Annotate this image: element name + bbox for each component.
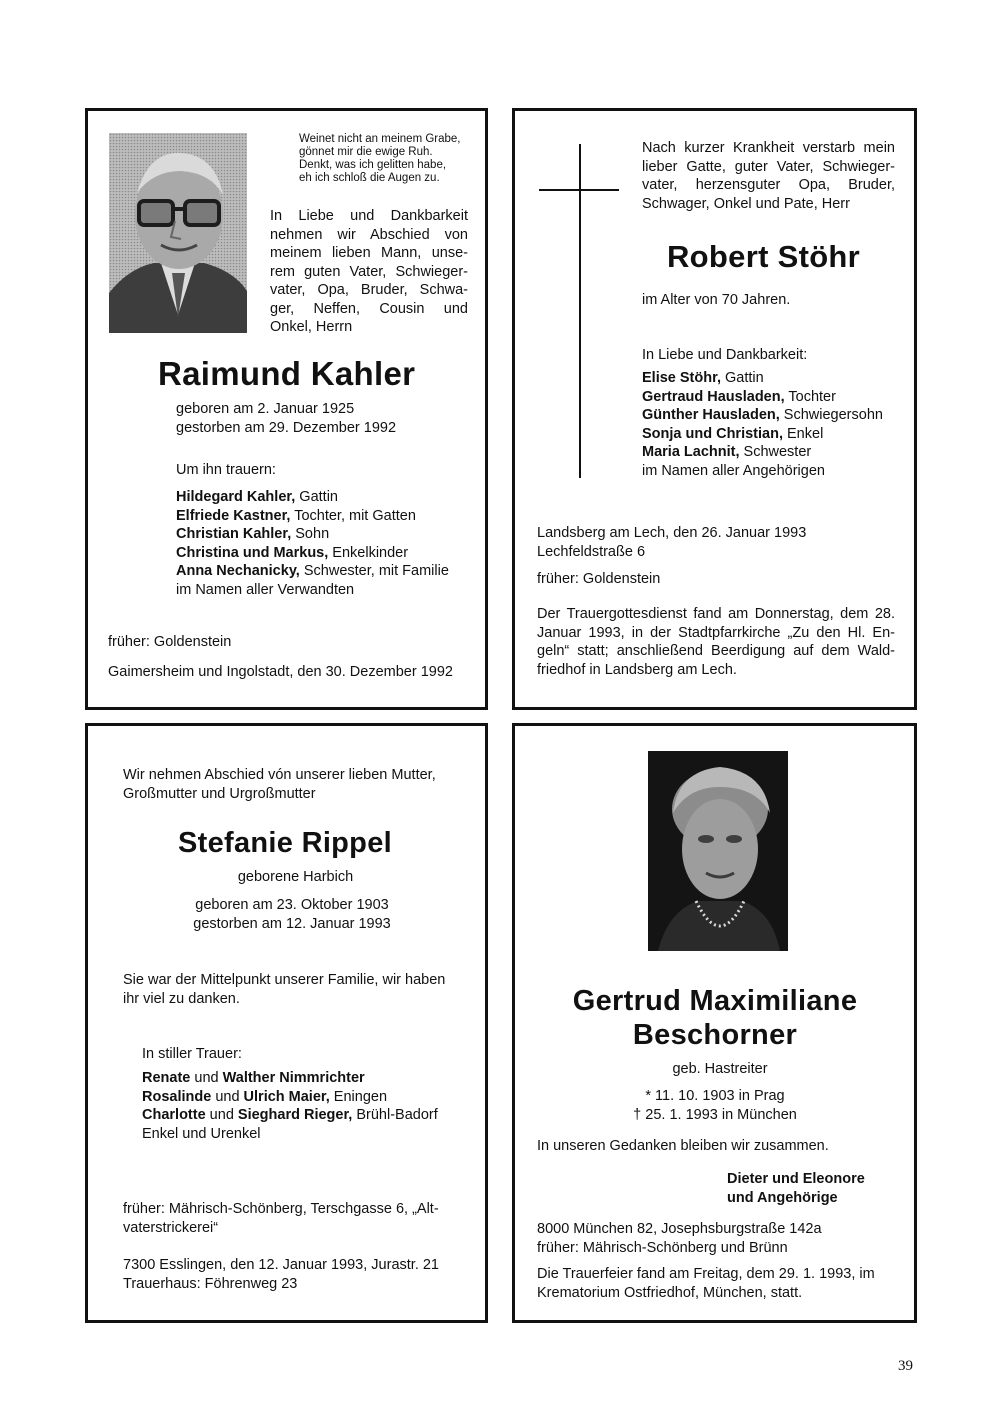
former-residence bbox=[123, 1200, 439, 1237]
birth-date: geboren am 2. Januar 1925 bbox=[176, 401, 355, 417]
tribute-text bbox=[123, 971, 445, 1008]
deceased-name: Stefanie Rippel bbox=[178, 827, 392, 859]
address-line: 7300 Esslingen, den 12. Januar 1993, Jurastr. 21 bbox=[123, 1257, 439, 1273]
intro-text bbox=[642, 139, 895, 213]
name-line-first: Gertrud Maximiliane bbox=[572, 985, 858, 1017]
portrait-photo-raimund-kahler bbox=[109, 133, 247, 333]
family-line: Dieter und Eleonore bbox=[727, 1171, 865, 1187]
deceased-name: Raimund Kahler bbox=[158, 355, 416, 392]
mourners-all: im Namen aller Verwandten bbox=[176, 581, 355, 598]
street-address: Lechfeldstraße 6 bbox=[537, 543, 646, 560]
mourners-all: im Namen aller Angehörigen bbox=[642, 462, 825, 479]
intro-line: meinem lieben Mann, unse- bbox=[270, 245, 468, 261]
former-residence: früher: Goldenstein bbox=[108, 634, 232, 650]
obituary-raimund-kahler bbox=[85, 108, 488, 710]
mourner-entry: Maria Lachnit, Schwester bbox=[642, 444, 812, 460]
address-line: früher: Mährisch-Schönberg und Brünn bbox=[537, 1239, 788, 1256]
service-info bbox=[537, 605, 895, 679]
intro-line: rem guten Vater, Schwieger- bbox=[270, 263, 468, 280]
deceased-name: Robert Stöhr bbox=[667, 239, 861, 274]
cross-symbol bbox=[579, 144, 581, 478]
grandchildren: Enkel und Urenkel bbox=[142, 1125, 261, 1142]
service-line: Die Trauerfeier fand am Freitag, dem 29. 1. 1993, im bbox=[537, 1266, 875, 1282]
mourners-list bbox=[176, 488, 449, 599]
maiden-name: geb. Hastreiter bbox=[672, 1061, 768, 1077]
mourners-label: In stiller Trauer: bbox=[142, 1046, 242, 1062]
mourner-entry: Charlotte und Sieghard Rieger, Brühl-Badorf bbox=[142, 1107, 438, 1123]
mourner-entry: Elise Stöhr, Gattin bbox=[642, 370, 764, 386]
life-dates bbox=[176, 400, 396, 437]
life-dates bbox=[605, 1087, 825, 1124]
mourner-entry: Christian Kahler, Sohn bbox=[176, 526, 330, 542]
place-date-line: Landsberg am Lech, den 26. Januar 1993 bbox=[537, 525, 807, 541]
intro-line: Nach kurzer Krankheit verstarb mein bbox=[642, 140, 895, 156]
intro-line: In Liebe und Dankbarkeit bbox=[270, 208, 468, 224]
service-line: friedhof in Landsberg am Lech. bbox=[537, 661, 737, 678]
intro-line: Großmutter und Urgroßmutter bbox=[123, 785, 316, 802]
cross-symbol-bar bbox=[539, 189, 619, 191]
mourner-entry: Gertraud Hausladen, Tochter bbox=[642, 388, 836, 405]
obituary-robert-stoehr bbox=[512, 108, 917, 710]
birth-date: * 11. 10. 1903 in Prag bbox=[645, 1088, 785, 1104]
former-line: früher: Mährisch-Schönberg, Terschgasse 6, „Alt- bbox=[123, 1201, 439, 1217]
motto-verse bbox=[299, 133, 461, 185]
mourners-label: Um ihn trauern: bbox=[176, 462, 276, 478]
service-info bbox=[537, 1265, 875, 1302]
intro-text bbox=[123, 766, 436, 803]
mourner-entry: Elfriede Kastner, Tochter, mit Gatten bbox=[176, 507, 416, 524]
place-date bbox=[537, 524, 806, 561]
name-line-last: Beschorner bbox=[632, 1019, 798, 1051]
family-signature bbox=[727, 1170, 865, 1207]
service-line: Der Trauergottesdienst fand am Donnerstag, dem 28. bbox=[537, 606, 895, 622]
service-line: Krematorium Ostfriedhof, München, statt. bbox=[537, 1284, 803, 1301]
mourners-list bbox=[642, 369, 883, 480]
intro-line: vater, Opa, Bruder, Schwa- bbox=[270, 282, 468, 298]
mourner-entry: Christina und Markus, Enkelkinder bbox=[176, 544, 409, 561]
obituary-stefanie-rippel bbox=[85, 723, 488, 1323]
maiden-name: geborene Harbich bbox=[237, 869, 354, 885]
mourner-entry: Sonja und Christian, Enkel bbox=[642, 425, 824, 442]
age-at-death: im Alter von 70 Jahren. bbox=[642, 292, 791, 308]
intro-line: Wir nehmen Abschied vón unserer lieben Mutter, bbox=[123, 767, 436, 783]
remembrance-text: In unseren Gedanken bleiben wir zusammen. bbox=[537, 1138, 829, 1154]
mourners-label: In Liebe und Dankbarkeit: bbox=[642, 347, 808, 363]
death-date: gestorben am 29. Dezember 1992 bbox=[176, 419, 397, 436]
service-line: Januar 1993, in der Stadtpfarrkirche „Zu den Hl. En- bbox=[537, 624, 895, 641]
mourner-entry: Anna Nechanicky, Schwester, mit Familie bbox=[176, 563, 449, 579]
birth-date: geboren am 23. Oktober 1903 bbox=[195, 897, 389, 913]
family-line: und Angehörige bbox=[727, 1189, 838, 1206]
intro-line: nehmen wir Abschied von bbox=[270, 226, 468, 243]
address-line: 8000 München 82, Josephsburgstraße 142a bbox=[537, 1221, 822, 1237]
address-line: Trauerhaus: Föhrenweg 23 bbox=[123, 1275, 298, 1292]
obituary-gertrud-beschorner bbox=[512, 723, 917, 1323]
mourner-entry: Hildegard Kahler, Gattin bbox=[176, 489, 338, 505]
former-line: vaterstrickerei“ bbox=[123, 1219, 219, 1236]
intro-line: ger, Neffen, Cousin und bbox=[270, 300, 468, 317]
mourner-entry: Rosalinde und Ulrich Maier, Eningen bbox=[142, 1088, 388, 1105]
mourner-entry: Renate und Walther Nimmrichter bbox=[142, 1070, 365, 1086]
life-dates bbox=[178, 896, 406, 933]
intro-text bbox=[270, 207, 468, 337]
mourners-list bbox=[142, 1069, 438, 1143]
mourner-entry: Günther Hausladen, Schwiegersohn bbox=[642, 407, 883, 423]
address bbox=[123, 1256, 439, 1293]
service-line: geln“ statt; anschließend Beerdigung auf dem Wald- bbox=[537, 643, 895, 659]
death-date: † 25. 1. 1993 in München bbox=[633, 1106, 797, 1123]
intro-line: vater, herzensguter Opa, Bruder, bbox=[642, 177, 895, 193]
motto-line: eh ich schloß die Augen zu. bbox=[299, 172, 440, 184]
portrait-photo-gertrud-beschorner bbox=[648, 751, 788, 951]
former-residence: früher: Goldenstein bbox=[537, 571, 661, 587]
motto-line: gönnet mir die ewige Ruh. bbox=[299, 146, 433, 158]
page-number: 39 bbox=[898, 1358, 913, 1374]
deceased-name bbox=[535, 984, 895, 1052]
motto-line: Denkt, was ich gelitten habe, bbox=[299, 159, 447, 171]
intro-line: Onkel, Herrn bbox=[270, 319, 353, 335]
address bbox=[537, 1220, 822, 1257]
death-date: gestorben am 12. Januar 1993 bbox=[193, 915, 391, 932]
intro-line: Schwager, Onkel und Pate, Herr bbox=[642, 195, 850, 212]
intro-line: lieber Gatte, guter Vater, Schwieger- bbox=[642, 158, 895, 175]
tribute-line: ihr viel zu danken. bbox=[123, 990, 240, 1007]
tribute-line: Sie war der Mittelpunkt unserer Familie, wir haben bbox=[123, 972, 446, 988]
place-date: Gaimersheim und Ingolstadt, den 30. Dezember 1992 bbox=[108, 664, 453, 680]
motto-line: Weinet nicht an meinem Grabe, bbox=[299, 133, 461, 145]
